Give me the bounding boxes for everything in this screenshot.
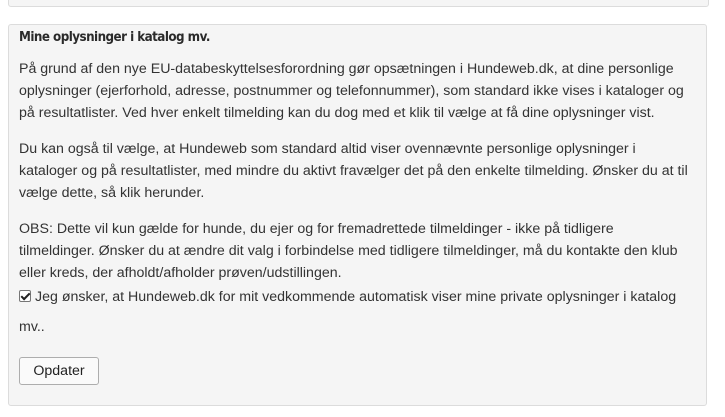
previous-panel: [8, 0, 709, 7]
consent-checkbox-row[interactable]: [19, 286, 689, 338]
update-button[interactable]: Opdater: [19, 357, 99, 385]
consent-label-line1: Jeg ønsker, at Hundeweb.dk for mit vedkommende automatisk viser mine private oplysninger i katalog: [35, 289, 677, 305]
gdpr-explanation-text: På grund af den nye EU-databeskyttelsesforordning gør opsætningen i Hundeweb.dk, at dine personlige oplysninger (ejerforhold, adresse, postnummer og telefonnummer), som standard ikke vises i kataloger og på resultatlister. Ved hver enkelt tilmelding kan du dog med et klik til vælge at få dine oplysninger vist.: [19, 61, 684, 121]
consent-label-line2: mv..: [19, 319, 45, 335]
consent-checkbox[interactable]: [19, 290, 31, 302]
obs-notice-text: OBS: Dette vil kun gælde for hunde, du ejer og for fremadrettede tilmeldinger - ikke på tidligere tilmeldinger. Ønsker du at ændre dit valg i forbindelse med tidligere tilmeldinger, må du kontakte den klub eller kreds, der afholdt/afholder prøven/udstillingen.: [19, 221, 678, 281]
section-heading: Mine oplysninger i katalog mv.: [19, 30, 210, 45]
opt-in-explanation-text: Du kan også til vælge, at Hundeweb som standard altid viser ovennævnte personlige oplysninger i kataloger og på resultatlister, med mindre du aktivt fravælger det på den enkelte tilmelding. Ønsker du at til vælge dette, så klik herunder.: [19, 141, 688, 201]
